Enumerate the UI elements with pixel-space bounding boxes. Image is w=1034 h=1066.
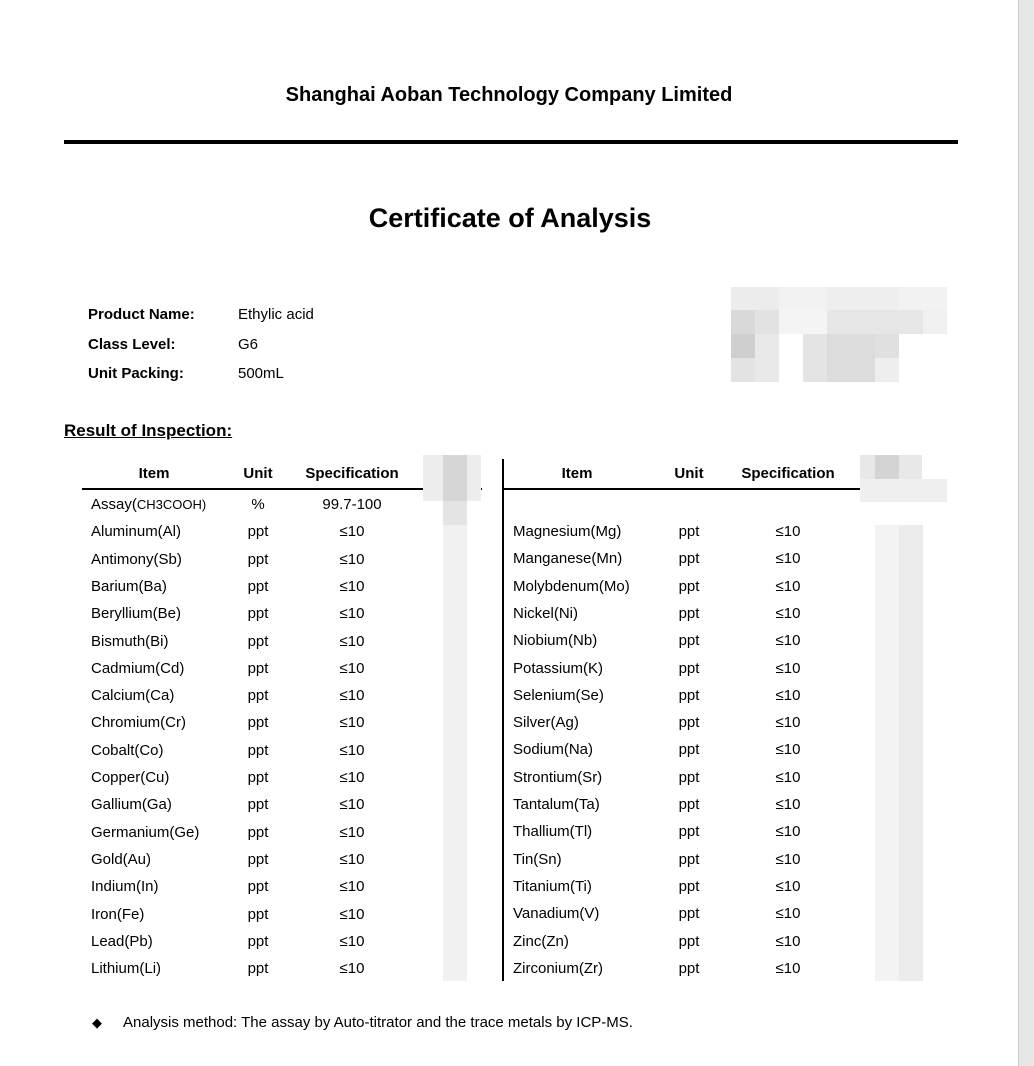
right-row-unit: ppt: [678, 577, 700, 595]
right-row-unit: ppt: [678, 604, 700, 622]
left-row-unit: ppt: [247, 632, 269, 650]
right-row-unit: ppt: [678, 550, 700, 568]
right-row-item-text: Titanium(Ti): [513, 877, 592, 895]
left-row-item-text: Bismuth(Bi): [91, 632, 169, 650]
left-row-item-text: Beryllium(Be): [91, 605, 182, 623]
right-row-spec: ≤10: [775, 796, 801, 813]
right-row-unit: ppt: [678, 632, 700, 650]
product-name-value: Ethylic acid: [238, 306, 314, 323]
right-row-unit: ppt: [678, 905, 700, 923]
left-row-spec: ≤10: [339, 659, 365, 677]
right-row-spec: ≤10: [775, 632, 801, 650]
right-row-spec: ≤10: [775, 823, 801, 841]
left-row-unit: ppt: [247, 796, 269, 814]
left-row-item: [91, 496, 206, 513]
left-row-unit: ppt: [247, 605, 269, 623]
left-row-spec: ≤10: [339, 550, 365, 568]
right-row-spec: ≤10: [775, 686, 801, 704]
left-row-unit: ppt: [247, 769, 269, 786]
right-row-item-text: Magnesium(Mg): [513, 523, 622, 540]
right-row-unit: ppt: [678, 686, 700, 704]
left-header-rule: [82, 488, 482, 490]
left-row-spec: ≤10: [339, 577, 365, 595]
left-row-item: [91, 742, 164, 759]
section-title: Result of Inspection:: [64, 421, 233, 440]
left-header-spec: Specification: [305, 465, 399, 482]
right-row-spec: ≤10: [775, 959, 801, 977]
right-row-unit: ppt: [678, 523, 700, 540]
unit-packing-value: 500mL: [238, 365, 284, 382]
left-row-item: [91, 851, 151, 868]
left-row-spec: ≤10: [339, 823, 365, 841]
left-row-item-text: Indium(In): [91, 878, 159, 896]
left-row-spec: ≤10: [339, 932, 365, 950]
left-row-item-text: Cobalt(Co): [91, 741, 164, 759]
left-row-item: [91, 633, 169, 650]
right-row-item-text: Silver(Ag): [513, 714, 579, 732]
left-header-unit: Unit: [243, 465, 273, 482]
right-row-item: [513, 578, 630, 595]
left-row-item: [91, 933, 153, 950]
right-row-item-text: Thallium(Tl): [513, 823, 593, 841]
right-row-item-text: Zinc(Zn): [513, 932, 569, 950]
right-row-unit: ppt: [678, 714, 700, 732]
right-row-item: [513, 878, 592, 895]
left-row-item-text: Germanium(Ge): [91, 823, 200, 841]
right-row-unit: ppt: [678, 877, 700, 895]
analysis-note-text: Analysis method: The assay by Auto-titrator and the trace metals by ICP-MS.: [123, 1014, 633, 1031]
left-row-unit: ppt: [247, 905, 269, 923]
right-row-spec: ≤10: [775, 905, 801, 923]
left-row-item-text: Iron(Fe): [91, 905, 145, 923]
right-row-item-text: Tantalum(Ta): [513, 796, 600, 813]
right-row-spec: ≤10: [775, 659, 801, 677]
header-rule: [64, 140, 958, 144]
left-row-unit: ppt: [247, 960, 269, 978]
right-row-spec: ≤10: [775, 604, 801, 622]
left-row-unit: ppt: [247, 850, 269, 868]
right-row-spec: ≤10: [775, 741, 801, 759]
right-row-spec: ≤10: [775, 850, 801, 868]
left-row-item-text: Barium(Ba): [91, 577, 167, 595]
right-row-spec: ≤10: [775, 714, 801, 732]
right-row-item: [513, 960, 603, 977]
right-row-spec: ≤10: [775, 550, 801, 568]
left-row-item-text: Antimony(Sb): [91, 550, 182, 568]
left-row-unit: ppt: [247, 523, 269, 541]
left-row-spec: ≤10: [339, 796, 365, 814]
left-row-spec: ≤10: [339, 605, 365, 623]
right-row-item-text: Niobium(Nb): [513, 632, 598, 650]
right-row-unit: ppt: [678, 659, 700, 677]
left-row-spec: ≤10: [339, 714, 365, 732]
left-row-unit: ppt: [247, 823, 269, 841]
left-row-item: [91, 660, 184, 677]
right-row-unit: ppt: [678, 850, 700, 868]
right-row-unit: ppt: [678, 768, 700, 786]
right-row-item-text: Tin(Sn): [513, 850, 562, 868]
right-row-spec: ≤10: [775, 577, 801, 595]
left-row-item-text: Lithium(Li): [91, 960, 162, 978]
left-row-spec: ≤10: [339, 960, 365, 978]
right-row-item-text: Selenium(Se): [513, 686, 604, 704]
left-row-item: [91, 769, 169, 786]
left-row-item-text: Gold(Au): [91, 850, 152, 868]
right-row-spec: ≤10: [775, 877, 801, 895]
right-row-item-text: Potassium(K): [513, 659, 604, 677]
left-row-unit: ppt: [247, 659, 269, 677]
right-row-item: [513, 933, 569, 950]
right-row-unit: ppt: [678, 823, 700, 841]
left-row-spec: ≤10: [339, 632, 365, 650]
left-row-unit: ppt: [247, 577, 269, 595]
left-row-spec: ≤10: [339, 687, 365, 705]
left-row-spec: ≤10: [339, 878, 365, 896]
product-name-label: Product Name:: [88, 306, 195, 323]
left-row-item: [91, 687, 174, 704]
right-row-item: [513, 851, 562, 868]
left-row-unit: ppt: [247, 714, 269, 732]
left-row-unit: ppt: [247, 550, 269, 568]
right-row-item: [513, 823, 592, 840]
right-row-item: [513, 769, 602, 786]
left-row-item: [91, 714, 186, 731]
right-header-rule: [503, 488, 860, 490]
class-level-value: G6: [238, 336, 259, 353]
left-row-item-text: Gallium(Ga): [91, 796, 172, 814]
left-row-item: [91, 878, 159, 895]
left-row-unit: %: [251, 496, 265, 513]
right-header-spec: Specification: [741, 465, 835, 482]
table-divider: [502, 459, 504, 981]
unit-packing-label: Unit Packing:: [88, 365, 184, 382]
left-row-item-text: Cadmium(Cd): [91, 659, 185, 677]
left-row-item: [91, 605, 181, 622]
right-row-item-text: Manganese(Mn): [513, 550, 623, 568]
left-row-item: [91, 551, 182, 568]
document-title: Certificate of Analysis: [368, 203, 652, 233]
left-row-spec: ≤10: [339, 523, 365, 541]
left-row-item-text: Lead(Pb): [91, 932, 153, 950]
right-row-item: [513, 714, 579, 731]
right-row-item: [513, 741, 593, 758]
left-row-item: [91, 796, 172, 813]
right-row-item: [513, 605, 578, 622]
right-row-unit: ppt: [678, 741, 700, 759]
right-row-unit: ppt: [678, 796, 700, 813]
right-row-unit: ppt: [678, 959, 700, 977]
right-header-item: Item: [561, 465, 593, 482]
company-name: Shanghai Aoban Technology Company Limited: [285, 84, 733, 106]
left-row-unit: ppt: [247, 932, 269, 950]
left-row-item: [91, 578, 167, 595]
right-header-unit: Unit: [674, 465, 704, 482]
right-row-item: [513, 905, 599, 922]
left-row-spec: 99.7-100: [322, 496, 382, 513]
left-row-item: [91, 523, 181, 540]
left-row-unit: ppt: [247, 741, 269, 759]
left-row-item-text: Chromium(Cr): [91, 714, 186, 732]
right-row-item: [513, 660, 603, 677]
right-row-item: [513, 523, 621, 540]
right-row-item-text: Vanadium(V): [513, 905, 600, 923]
right-row-spec: ≤10: [775, 523, 801, 540]
right-row-item: [513, 550, 622, 567]
right-row-item-text: Zirconium(Zr): [513, 959, 603, 977]
page-edge: [1018, 0, 1034, 1066]
left-row-item-text: Calcium(Ca): [91, 687, 175, 705]
left-row-spec: ≤10: [339, 850, 365, 868]
right-row-spec: ≤10: [775, 768, 801, 786]
left-row-item-text: Copper(Cu): [91, 769, 170, 786]
left-row-spec: ≤10: [339, 769, 365, 786]
left-row-item-formula: CH3COOH): [136, 497, 207, 512]
right-row-item-text: Strontium(Sr): [513, 768, 603, 786]
left-row-item: [91, 906, 144, 923]
right-row-item: [513, 632, 597, 649]
left-row-item: [91, 824, 199, 841]
analysis-note: [92, 1014, 633, 1031]
diamond-bullet-icon: ◆: [92, 1015, 102, 1030]
right-row-item-text: Molybdenum(Mo): [513, 577, 630, 595]
left-row-unit: ppt: [247, 878, 269, 896]
left-header-item: Item: [138, 465, 170, 482]
right-row-item: [513, 796, 600, 813]
left-row-item-text: Aluminum(Al): [91, 523, 182, 541]
right-row-unit: ppt: [678, 932, 700, 950]
left-row-spec: ≤10: [339, 741, 365, 759]
left-row-unit: ppt: [247, 687, 269, 705]
left-row-spec: ≤10: [339, 905, 365, 923]
left-row-item: [91, 960, 161, 977]
right-row-item: [513, 687, 604, 704]
right-row-spec: ≤10: [775, 932, 801, 950]
left-row-item-text: Assay(: [91, 496, 137, 513]
right-row-item-text: Nickel(Ni): [513, 604, 578, 622]
class-level-label: Class Level:: [88, 336, 176, 353]
right-row-item-text: Sodium(Na): [513, 741, 594, 759]
